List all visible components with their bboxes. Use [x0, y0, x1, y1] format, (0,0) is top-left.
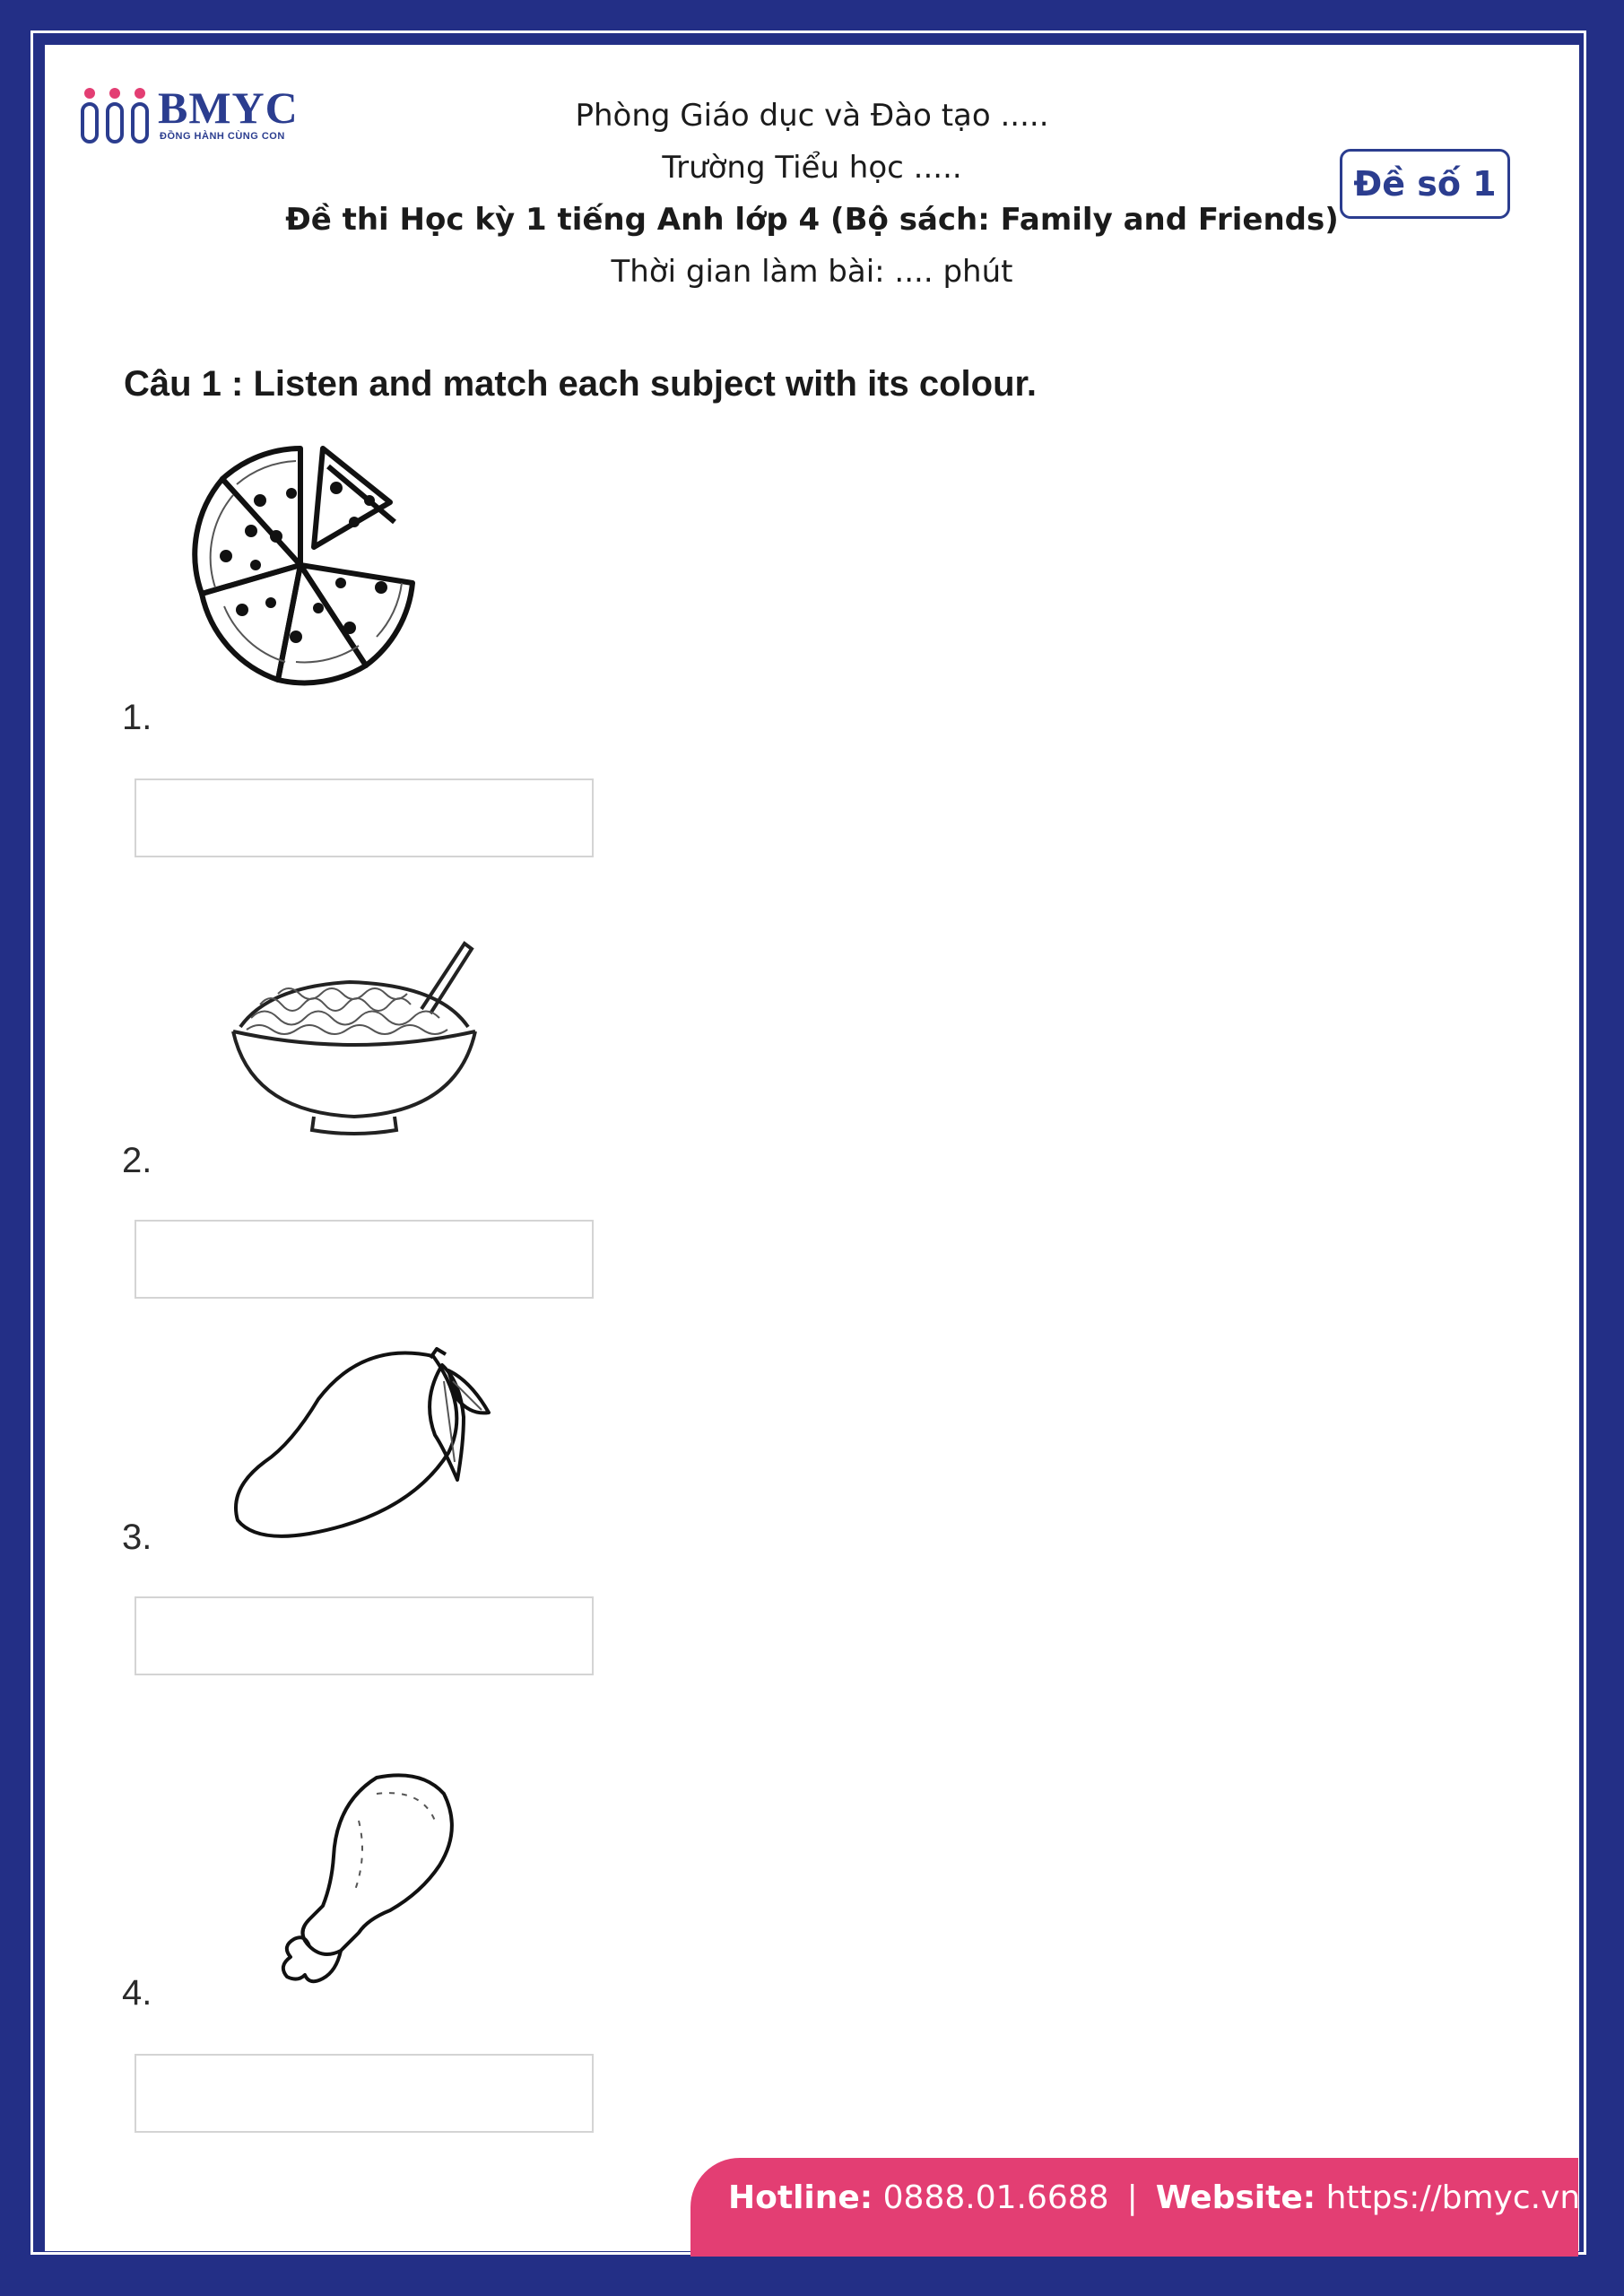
item-number: 3.	[122, 1518, 152, 1557]
item-number: 4.	[122, 1973, 152, 2013]
mango-icon	[229, 1345, 507, 1543]
contact-footer	[690, 2158, 1581, 2257]
worksheet-page	[45, 45, 1579, 2251]
item-number: 2.	[122, 1141, 152, 1180]
footer-separator: |	[1126, 2179, 1138, 2216]
chicken-drumstick-icon	[269, 1767, 466, 1991]
noodle-bowl-icon	[224, 933, 484, 1139]
website-link[interactable]: https://bmyc.vn	[1325, 2179, 1581, 2216]
footer-text	[728, 2179, 1580, 2216]
website-label: Website:	[1155, 2179, 1316, 2216]
pizza-icon	[170, 430, 439, 691]
item-number: 1.	[122, 698, 152, 737]
school-line: Trường Tiểu học .....	[662, 150, 962, 186]
answer-box[interactable]	[135, 1220, 594, 1299]
answer-box[interactable]	[135, 1596, 594, 1675]
exam-title: Đề thi Học kỳ 1 tiếng Anh lớp 4 (Bộ sách: Family and Friends)	[285, 202, 1339, 238]
answer-box[interactable]	[135, 2054, 594, 2133]
answer-box[interactable]	[135, 778, 594, 857]
hotline-number[interactable]: 0888.01.6688	[882, 2179, 1109, 2216]
department-line: Phòng Giáo dục và Đào tạo .....	[575, 98, 1049, 134]
logo-wordmark: BMYC	[158, 83, 299, 133]
question-title: Câu 1 : Listen and match each subject with its colour.	[124, 364, 1037, 404]
logo-tagline: ĐỒNG HÀNH CÙNG CON	[160, 131, 285, 142]
exam-number-badge: Đề số 1	[1340, 149, 1510, 219]
time-line: Thời gian làm bài: .... phút	[611, 254, 1013, 290]
hotline-label: Hotline:	[728, 2179, 873, 2216]
